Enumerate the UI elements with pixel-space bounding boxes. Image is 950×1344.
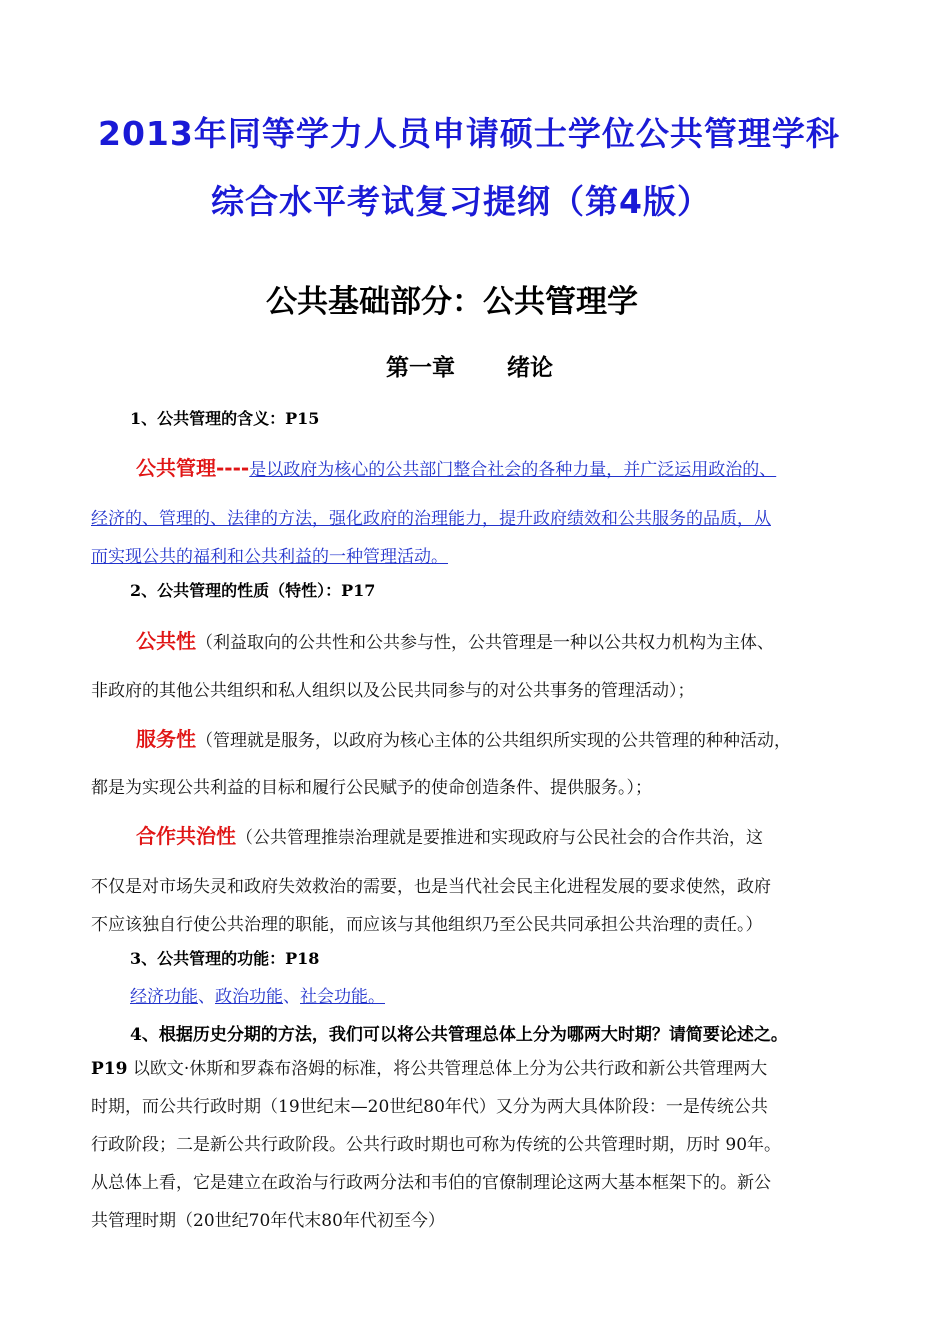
q1-definition-line2: 经济的、管理的、法律的方法，强化政府的治理能力，提升政府绩效和公共服务的品质，从 xyxy=(91,509,771,529)
q2-term-service: 服务性 xyxy=(136,727,196,751)
q4-line2: 时期，而公共行政时期（19世纪末—20世纪80年代）又分为两大具体阶段：一是传统公共 xyxy=(91,1097,768,1117)
q3-separator-2: 、 xyxy=(283,987,300,1007)
q4-line4: 从总体上看，它是建立在政治与行政两分法和韦伯的官僚制理论这两大基本框架下的。新公 xyxy=(91,1173,771,1193)
q3-function-political: 政治功能 xyxy=(215,987,283,1007)
q1-definition-line1 xyxy=(136,452,776,481)
q2-heading: 2、公共管理的性质（特性）：P17 xyxy=(130,581,376,600)
section-title: 公共基础部分：公共管理学 xyxy=(266,284,638,320)
q3-heading: 3、公共管理的功能：P18 xyxy=(130,949,320,968)
q2-cogovernance-line3: 不应该独自行使公共治理的职能，而应该与其他组织乃至公民共同承担公共治理的责任。） xyxy=(91,915,763,935)
q4-text-1: 以欧文·休斯和罗森布洛姆的标准，将公共管理总体上分为公共行政和新公共管理两大 xyxy=(127,1059,768,1079)
q2-cogovernance-text-1: （公共管理推崇治理就是要推进和实现政府与公民社会的合作共治，这 xyxy=(236,828,763,848)
q2-item-cogovernance xyxy=(136,820,763,849)
chapter-name: 绪论 xyxy=(507,354,553,381)
q1-definition-line3: 而实现公共的福利和公共利益的一种管理活动。 xyxy=(91,547,448,567)
q1-definition-text-1: 是以政府为核心的公共部门整合社会的各种力量，并广泛运用政治的、 xyxy=(249,460,777,480)
q1-term: 公共管理---- xyxy=(136,456,250,480)
q4-heading: 4、根据历史分期的方法，我们可以将公共管理总体上分为哪两大时期？请简要论述之。 xyxy=(130,1025,788,1045)
q4-page-ref: P19 xyxy=(91,1059,128,1079)
chapter-heading xyxy=(386,349,553,382)
q2-service-text-1: （管理就是服务，以政府为核心主体的公共组织所实现的公共管理的种种活动， xyxy=(196,731,791,751)
q2-term-cogovernance: 合作共治性 xyxy=(136,824,236,848)
document-title-line2: 综合水平考试复习提纲（第4版） xyxy=(211,182,711,221)
q2-cogovernance-line2: 不仅是对市场失灵和政府失效救治的需要，也是当代社会民主化进程发展的要求使然，政府 xyxy=(91,877,771,897)
q3-functions xyxy=(130,982,385,1007)
q2-service-line2: 都是为实现公共利益的目标和履行公民赋予的使命创造条件、提供服务。）； xyxy=(91,778,652,798)
chapter-number: 第一章 xyxy=(386,354,455,381)
q4-line1 xyxy=(91,1054,767,1079)
q4-line3: 行政阶段；二是新公共行政阶段。公共行政时期也可称为传统的公共管理时期，历时 90年。 xyxy=(91,1135,782,1155)
q3-function-economic: 经济功能 xyxy=(130,987,198,1007)
q2-term-publicness: 公共性 xyxy=(136,629,196,653)
q2-publicness-line2: 非政府的其他公共组织和私人组织以及公民共同参与的对公共事务的管理活动）； xyxy=(91,681,695,701)
q2-item-publicness xyxy=(136,625,774,654)
q2-publicness-text-1: （利益取向的公共性和公共参与性，公共管理是一种以公共权力机构为主体、 xyxy=(196,633,774,653)
q4-line5: 共管理时期（20世纪70年代末80年代初至今） xyxy=(91,1211,445,1231)
q1-heading: 1、公共管理的含义：P15 xyxy=(130,409,320,428)
q2-item-service xyxy=(136,723,791,752)
document-title-line1: 2013年同等学力人员申请硕士学位公共管理学科 xyxy=(98,114,840,153)
q3-separator-1: 、 xyxy=(198,987,215,1007)
q3-function-social: 社会功能。 xyxy=(300,987,385,1007)
